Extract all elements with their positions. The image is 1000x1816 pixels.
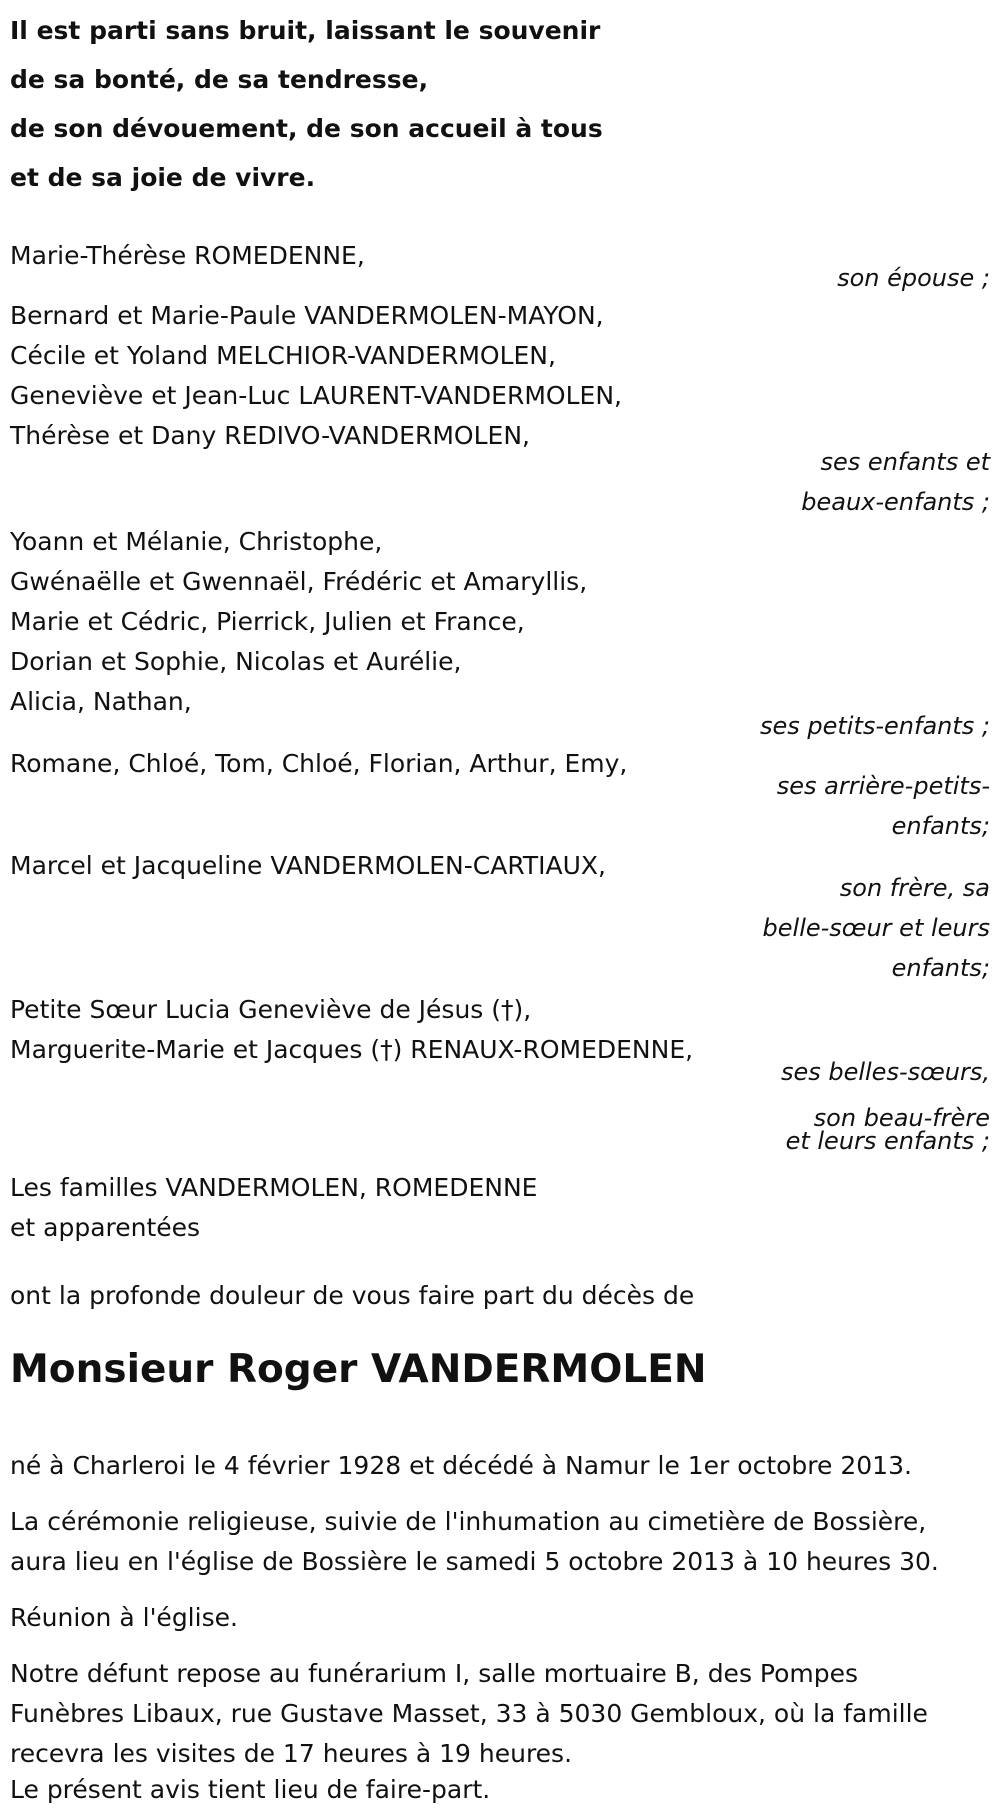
- deceased-name: Monsieur Roger VANDERMOLEN: [10, 1347, 707, 1392]
- detail-line: La cérémonie religieuse, suivie de l'inhumation au cimetière de Bossière,: [10, 1507, 927, 1536]
- epitaph-line: de sa bonté, de sa tendresse,: [10, 65, 429, 94]
- relation-line: ses belles-sœurs,: [780, 1058, 990, 1086]
- children-names: [10, 296, 622, 456]
- family-name-line: Gwénaëlle et Gwennaël, Frédéric et Amaryllis,: [10, 567, 588, 596]
- grandchildren-names: [10, 522, 587, 722]
- ceremony-details: [10, 1502, 939, 1582]
- family-name-line: Dorian et Sophie, Nicolas et Aurélie,: [10, 647, 462, 676]
- birth-death-details: [10, 1446, 912, 1486]
- detail-line: Notre défunt repose au funérarium I, salle mortuaire B, des Pompes: [10, 1659, 859, 1688]
- great-grandchildren-relation: [690, 766, 990, 846]
- relation-line: belle-sœur et leurs: [762, 914, 990, 942]
- detail-line: Réunion à l'église.: [10, 1603, 238, 1632]
- relation-line: ses petits-enfants ;: [759, 712, 990, 740]
- epitaph-line: Il est parti sans bruit, laissant le souvenir: [10, 16, 601, 45]
- family-name-line: Petite Sœur Lucia Geneviève de Jésus (†),: [10, 995, 532, 1024]
- relation-line: ses arrière-petits-: [776, 772, 990, 800]
- in-laws-names: [10, 990, 693, 1070]
- family-name-line: Yoann et Mélanie, Christophe,: [10, 527, 383, 556]
- relation-line: beaux-enfants ;: [801, 488, 990, 516]
- detail-line: Funèbres Libaux, rue Gustave Masset, 33 à 5030 Gembloux, où la famille: [10, 1699, 928, 1728]
- spouse-names: [10, 236, 365, 276]
- family-name-line: Alicia, Nathan,: [10, 687, 192, 716]
- children-relation: [690, 442, 990, 522]
- obituary-notice: [10, 0, 990, 1816]
- detail-line: né à Charleroi le 4 février 1928 et décédé à Namur le 1er octobre 2013.: [10, 1451, 912, 1480]
- great-grandchildren-names: [10, 744, 627, 784]
- in-laws-relation-rest: [690, 1104, 990, 1155]
- epitaph: [10, 6, 603, 202]
- epitaph-line: et de sa joie de vivre.: [10, 163, 316, 192]
- detail-line: recevra les visites de 17 heures à 19 heures.: [10, 1739, 573, 1768]
- notice-statement: [10, 1770, 490, 1810]
- family-name-line: Geneviève et Jean-Luc LAURENT-VANDERMOLEN,: [10, 381, 622, 410]
- detail-line: Le présent avis tient lieu de faire-part.: [10, 1775, 491, 1804]
- family-name-line: Marie-Thérèse ROMEDENNE,: [10, 241, 365, 270]
- relation-line: son beau-frère: [813, 1104, 990, 1132]
- brother-names: [10, 846, 606, 886]
- relation-line: son frère, sa: [839, 874, 990, 902]
- relation-line: enfants;: [891, 954, 990, 982]
- funerarium-details: [10, 1654, 928, 1774]
- family-name-line: et apparentées: [10, 1213, 201, 1242]
- family-name-line: Bernard et Marie-Paule VANDERMOLEN-MAYON,: [10, 301, 604, 330]
- extended-families: [10, 1168, 537, 1248]
- family-name-line: Cécile et Yoland MELCHIOR-VANDERMOLEN,: [10, 341, 556, 370]
- grandchildren-relation: [690, 706, 990, 746]
- relation-line: ses enfants et: [820, 448, 990, 476]
- in-laws-relation-first: [690, 1052, 990, 1092]
- relation-line: son épouse ;: [837, 264, 990, 292]
- family-name-line: Marcel et Jacqueline VANDERMOLEN-CARTIAUX,: [10, 851, 607, 880]
- detail-line: aura lieu en l'église de Bossière le samedi 5 octobre 2013 à 10 heures 30.: [10, 1547, 939, 1576]
- relation-line: enfants;: [891, 812, 990, 840]
- family-name-line: Romane, Chloé, Tom, Chloé, Florian, Arthur, Emy,: [10, 749, 628, 778]
- family-name-line: Marie et Cédric, Pierrick, Julien et France,: [10, 607, 525, 636]
- relation-line: et leurs enfants ;: [785, 1127, 990, 1155]
- family-name-line: Marguerite-Marie et Jacques (†) RENAUX-ROMEDENNE,: [10, 1035, 694, 1064]
- family-name-line: Thérèse et Dany REDIVO-VANDERMOLEN,: [10, 421, 530, 450]
- brother-relation: [690, 868, 990, 988]
- epitaph-line: de son dévouement, de son accueil à tous: [10, 114, 603, 143]
- spouse-relation: [690, 258, 990, 298]
- announcement: ont la profonde douleur de vous faire part du décès de: [10, 1281, 695, 1310]
- family-name-line: Les familles VANDERMOLEN, ROMEDENNE: [10, 1173, 538, 1202]
- meeting-details: [10, 1598, 238, 1638]
